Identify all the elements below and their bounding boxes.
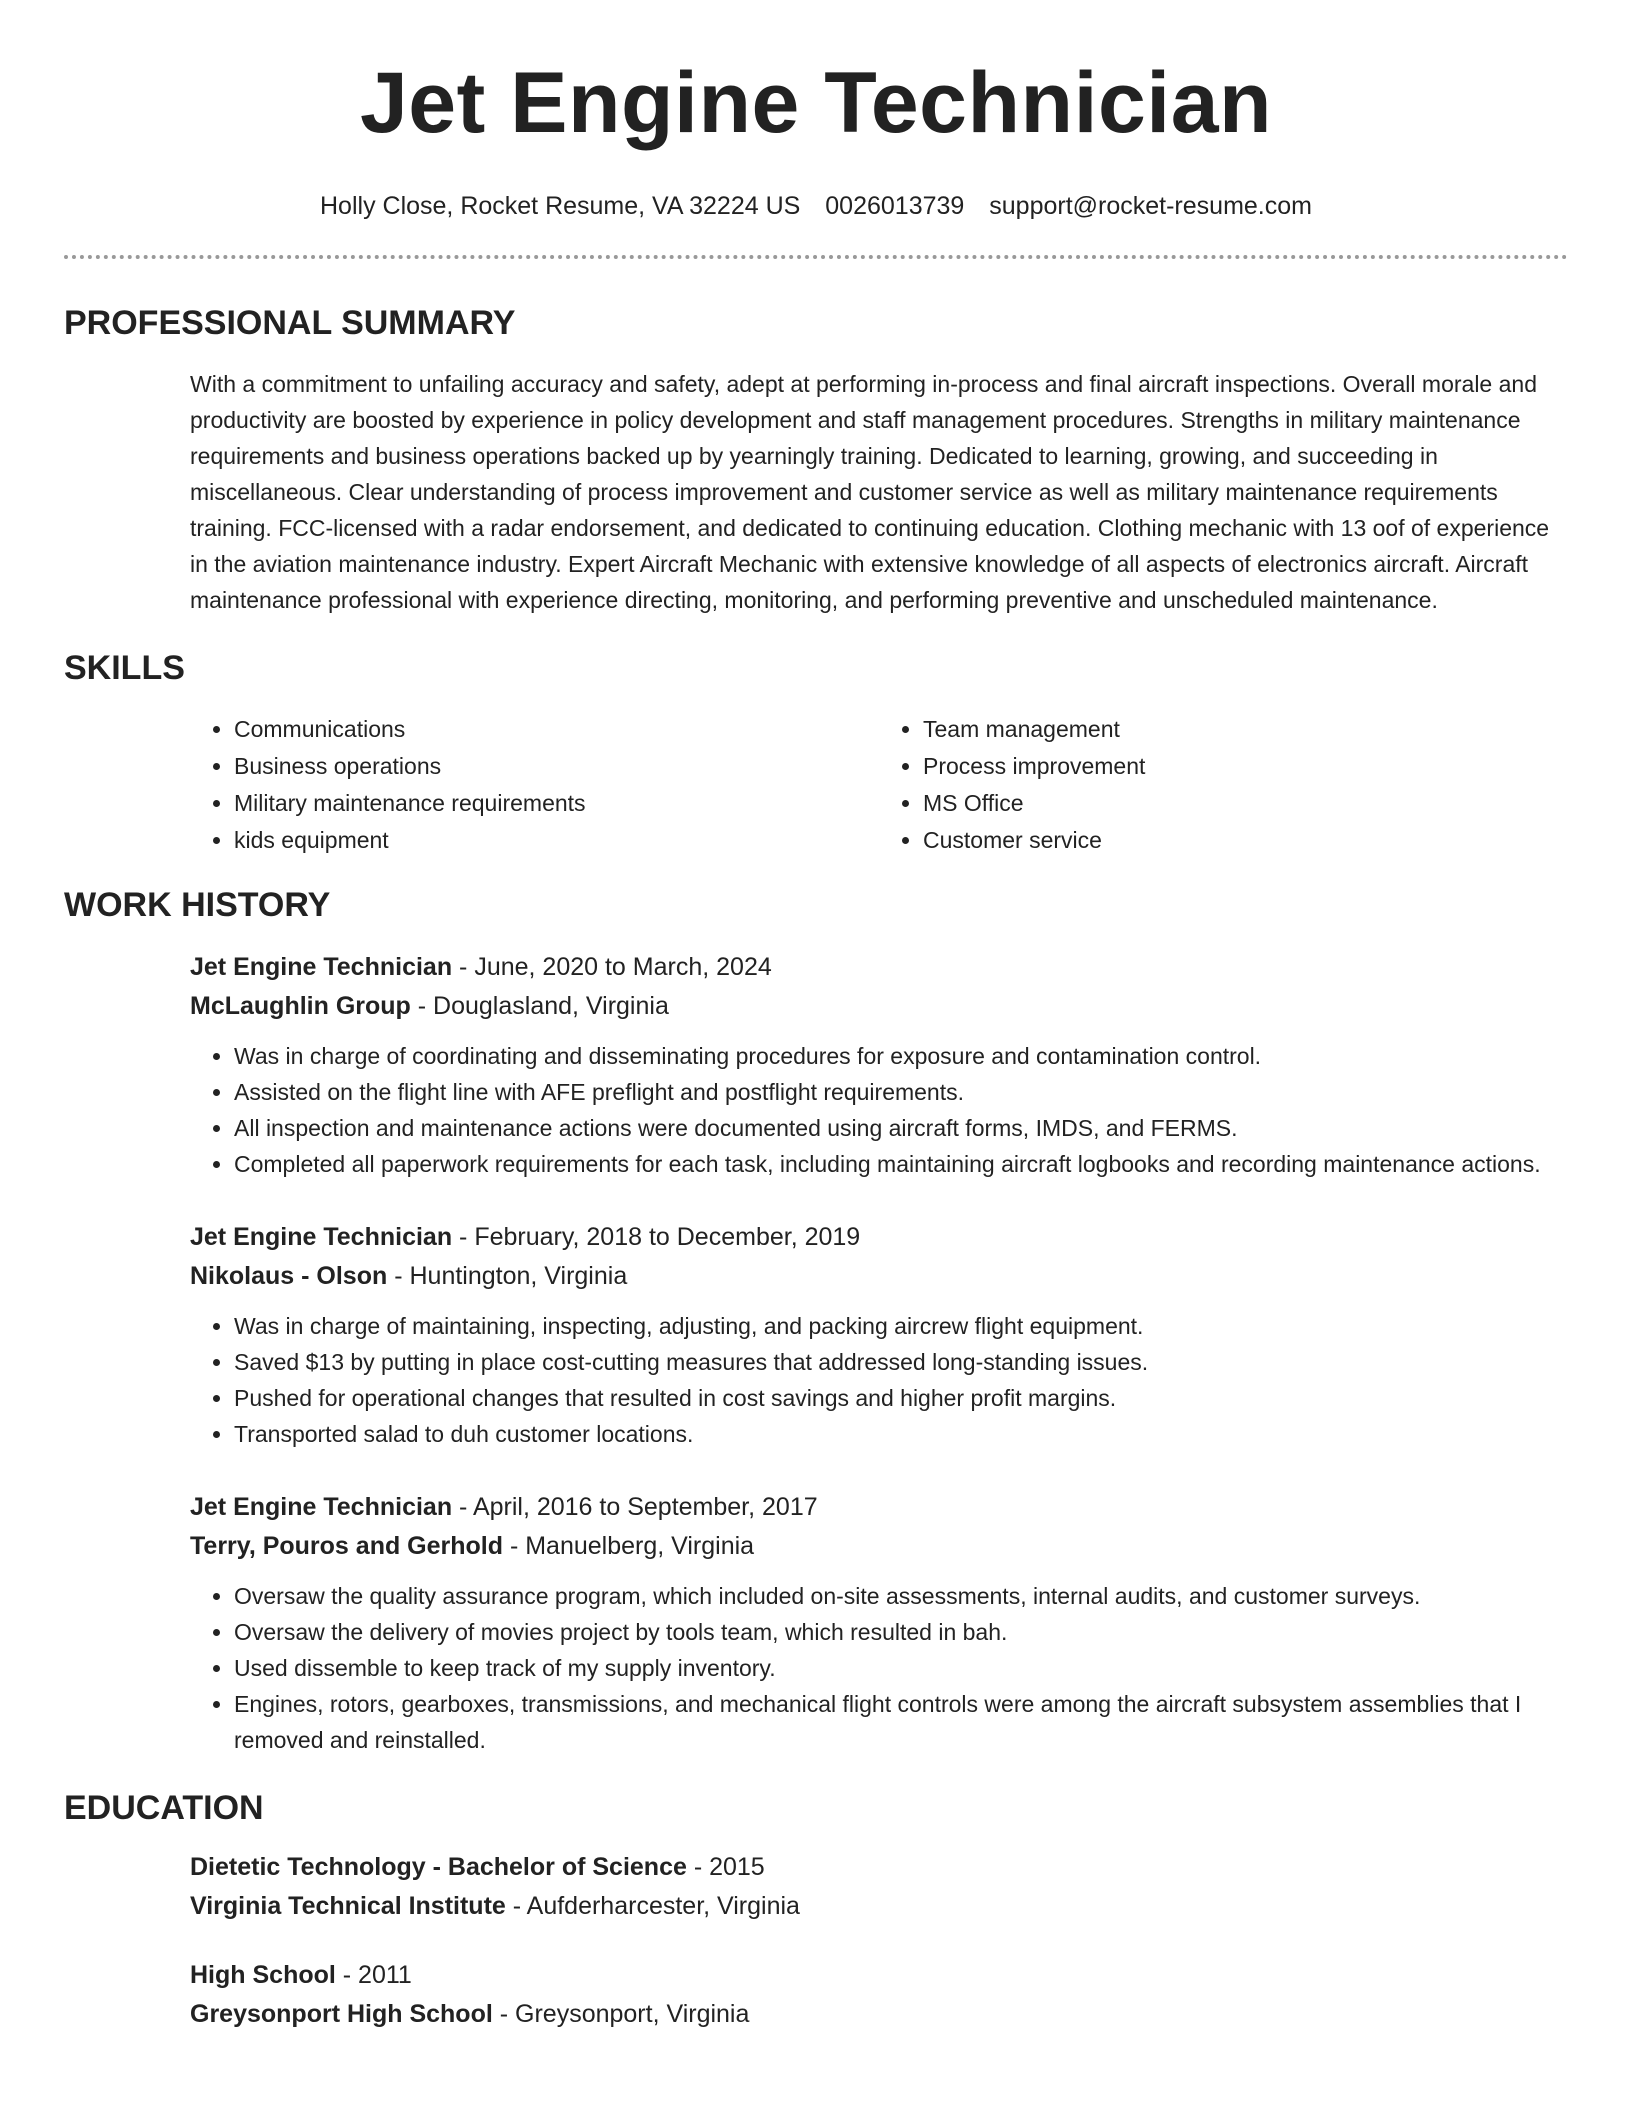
job-dates: - June, 2020 to March, 2024	[452, 952, 772, 981]
job-location: - Huntington, Virginia	[387, 1261, 628, 1290]
job-bullet: • Assisted on the flight line with AFE preflight and postflight requirements.	[234, 1074, 1568, 1110]
summary-text: With a commitment to unfailing accuracy and safety, adept at performing in-process and final aircraft inspections. Overall morale and productivity are boosted by experience in policy development and staff management procedures. Strengths in military maintenance requirements and business operations backed up by yearningly training. Dedicated to learning, growing, and succeeding in miscellaneous. Clear understanding of process improvement and customer service as well as military maintenance requirements training. FCC-licensed with a radar endorsement, and dedicated to continuing education. Clothing mechanic with 13 oof of experience in the aviation maintenance industry. Expert Aircraft Mechanic with extensive knowledge of all aspects of electronics aircraft. Aircraft maintenance professional with experience directing, monitoring, and performing preventive and unscheduled maintenance.	[190, 370, 1550, 613]
job-role: Jet Engine Technician	[190, 952, 453, 981]
education-entry	[190, 1956, 1568, 2034]
job-company: McLaughlin Group	[190, 991, 411, 1020]
education-location: - Greysonport, Virginia	[492, 2000, 750, 2029]
job-bullet: • Oversaw the delivery of movies project by tools team, which resulted in bah.	[234, 1614, 1568, 1650]
job-bullet: • Oversaw the quality assurance program, which included on-site assessments, internal audits, and customer surveys.	[234, 1578, 1568, 1614]
skill-item: • Team management	[923, 711, 1568, 748]
job-bullet: • Transported salad to duh customer locations.	[234, 1416, 1568, 1452]
education-year: - 2011	[335, 1961, 412, 1990]
job-title-line	[190, 1218, 1568, 1257]
education-section	[0, 1788, 1632, 2035]
job-bullet: • Was in charge of coordinating and disseminating procedures for exposure and contamination control.	[234, 1038, 1568, 1074]
contact-phone: 0026013739	[825, 192, 965, 221]
job-entry	[190, 948, 1568, 1182]
skill-item: • Business operations	[234, 748, 879, 785]
job-company-line	[190, 1527, 1568, 1566]
job-dates: - April, 2016 to September, 2017	[452, 1492, 818, 1521]
contact-email: support@rocket-resume.com	[989, 192, 1312, 221]
education-school-line	[190, 1995, 1568, 2034]
education-school: Greysonport High School	[190, 2000, 493, 2029]
header-divider	[64, 255, 1568, 259]
resume-name: Jet Engine Technician	[359, 55, 1273, 151]
job-role: Jet Engine Technician	[190, 1492, 453, 1521]
section-title-summary: PROFESSIONAL SUMMARY	[64, 304, 516, 343]
job-company: Nikolaus - Olson	[190, 1261, 388, 1290]
education-degree: High School	[190, 1961, 336, 1990]
education-degree-line	[190, 1848, 1568, 1887]
job-entry	[190, 1488, 1568, 1758]
skill-item: • Customer service	[923, 822, 1568, 859]
job-title-line	[190, 948, 1568, 987]
job-bullet: • Was in charge of maintaining, inspecting, adjusting, and packing aircrew flight equipment.	[234, 1308, 1568, 1344]
job-company: Terry, Pouros and Gerhold	[190, 1531, 504, 1560]
skill-item: • Communications	[234, 711, 879, 748]
section-title-education: EDUCATION	[64, 1788, 264, 1827]
education-entry	[190, 1848, 1568, 1926]
job-location: - Manuelberg, Virginia	[503, 1531, 755, 1560]
education-year: - 2015	[686, 1853, 765, 1882]
job-company-line	[190, 1257, 1568, 1296]
skills-list-left	[190, 711, 879, 859]
job-bullet: • Engines, rotors, gearboxes, transmissions, and mechanical flight controls were among the aircraft subsystem assemblies that I removed and reinstalled.	[234, 1686, 1568, 1758]
job-bullets	[190, 1038, 1568, 1182]
skills-section	[0, 648, 1632, 859]
section-title-work: WORK HISTORY	[64, 885, 331, 924]
job-location: - Douglasland, Virginia	[410, 991, 669, 1020]
job-bullet: • All inspection and maintenance actions were documented using aircraft forms, IMDS, and FERMS.	[234, 1110, 1568, 1146]
section-title-skills: SKILLS	[64, 648, 185, 687]
job-bullets	[190, 1308, 1568, 1452]
job-bullets	[190, 1578, 1568, 1758]
professional-summary-section	[0, 303, 1632, 618]
skill-item: • Process improvement	[923, 748, 1568, 785]
work-history-section	[0, 885, 1632, 1758]
job-dates: - February, 2018 to December, 2019	[452, 1222, 861, 1251]
education-school-line	[190, 1887, 1568, 1926]
skill-item: • Military maintenance requirements	[234, 785, 879, 822]
job-title-line	[190, 1488, 1568, 1527]
education-degree-line	[190, 1956, 1568, 1995]
job-bullet: • Pushed for operational changes that resulted in cost savings and higher profit margins.	[234, 1380, 1568, 1416]
job-bullet: • Completed all paperwork requirements for each task, including maintaining aircraft logbooks and recording maintenance actions.	[234, 1146, 1568, 1182]
skills-columns	[190, 711, 1568, 859]
education-school: Virginia Technical Institute	[190, 1892, 506, 1921]
skill-item: • kids equipment	[234, 822, 879, 859]
contact-line	[0, 191, 1632, 221]
skills-list-right	[879, 711, 1568, 859]
education-location: - Aufderharcester, Virginia	[505, 1892, 800, 1921]
skill-item: • MS Office	[923, 785, 1568, 822]
contact-address: Holly Close, Rocket Resume, VA 32224 US	[320, 192, 801, 221]
job-bullet: • Saved $13 by putting in place cost-cutting measures that addressed long-standing issues.	[234, 1344, 1568, 1380]
job-company-line	[190, 987, 1568, 1026]
job-entry	[190, 1218, 1568, 1452]
education-degree: Dietetic Technology - Bachelor of Science	[190, 1853, 687, 1882]
job-role: Jet Engine Technician	[190, 1222, 453, 1251]
job-bullet: • Used dissemble to keep track of my supply inventory.	[234, 1650, 1568, 1686]
